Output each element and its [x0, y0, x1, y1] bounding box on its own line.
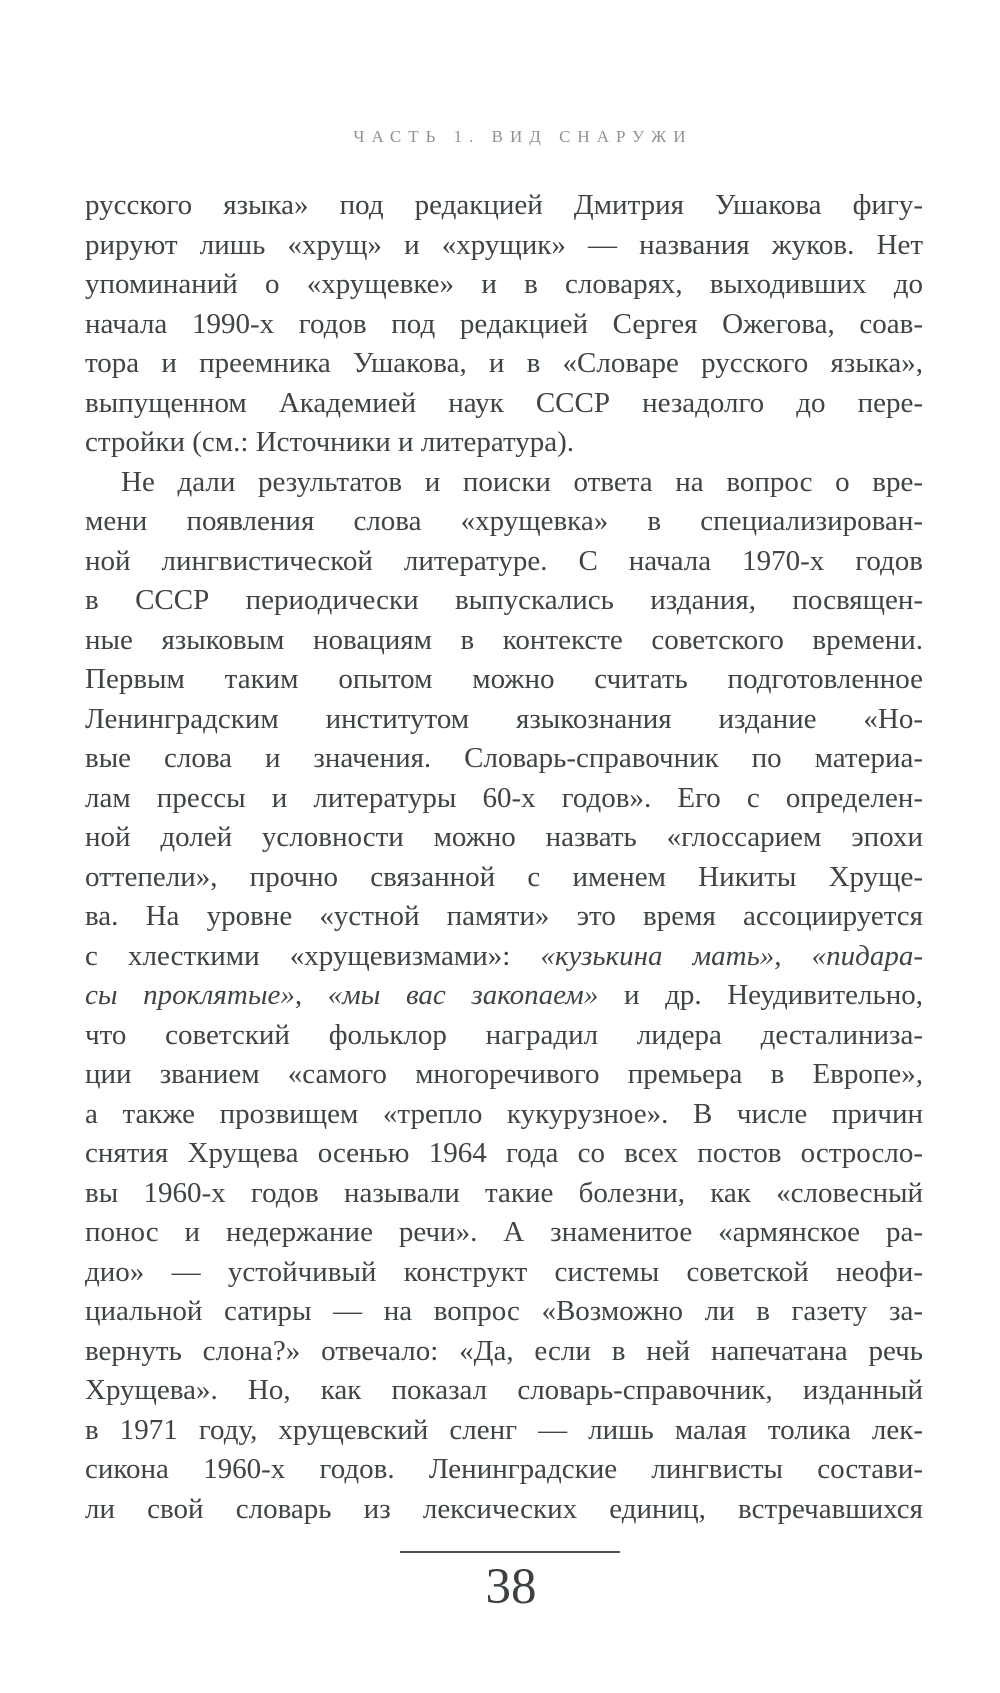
text-segment: ции званием «самого многоречивого премьера в Европе», — [85, 1058, 923, 1090]
text-line — [85, 1174, 923, 1214]
text-line — [85, 937, 923, 977]
text-line — [85, 1332, 923, 1372]
text-line — [85, 858, 923, 898]
body-text — [85, 186, 923, 1529]
text-segment: в СССР периодически выпускались издания, посвящен- — [85, 584, 923, 616]
text-segment: вернуть слона?» отвечало: «Да, если в ней напечатана речь — [85, 1334, 923, 1367]
text-line — [85, 1253, 923, 1293]
text-segment: сикона 1960-х годов. Ленинградские лингвисты состави- — [85, 1453, 923, 1485]
text-line — [85, 305, 923, 345]
running-head: ЧАСТЬ 1. ВИД СНАРУЖИ — [353, 127, 693, 146]
text-segment: снятия Хрущева осенью 1964 года со всех постов остросло- — [85, 1137, 923, 1169]
text-segment: ли свой словарь из лексических единиц, встречавшихся — [85, 1492, 923, 1525]
text-segment: мени появления слова «хрущевка» в специализирован- — [85, 505, 923, 537]
text-line — [85, 1371, 923, 1411]
text-segment: русского языка» под редакцией Дмитрия Ушакова фигу- — [85, 189, 923, 221]
text-line — [85, 1213, 923, 1253]
italic-text-segment: «кузькина мать», «пидара- — [540, 939, 923, 972]
text-line — [85, 779, 923, 819]
text-segment: стройки (см.: Источники и литература). — [85, 426, 575, 458]
text-segment: Ленинградским институтом языкознания издание «Но- — [85, 702, 923, 735]
text-segment: с хлесткими «хрущевизмами»: — [85, 939, 541, 972]
page-number: 38 — [485, 1559, 537, 1615]
text-line — [85, 1134, 923, 1174]
text-segment: ные языковым новациям в контексте советского времени. — [85, 623, 923, 656]
text-segment: ной лингвистической литературе. С начала 1970-х годов — [85, 544, 923, 577]
text-segment: дио» — устойчивый конструкт системы советской неофи- — [85, 1255, 923, 1288]
text-line — [85, 1411, 923, 1451]
text-segment: лам прессы и литературы 60-х годов». Его с определен- — [85, 781, 923, 814]
text-line — [85, 265, 923, 305]
text-line — [85, 1016, 923, 1056]
text-line — [85, 1055, 923, 1095]
text-segment: и др. Неудивительно, — [598, 979, 923, 1011]
text-line — [85, 581, 923, 621]
text-line — [85, 1450, 923, 1490]
text-segment: ной долей условности можно назвать «глоссарием эпохи — [85, 821, 923, 853]
text-segment: ва. На уровне «устной памяти» это время ассоциируется — [85, 900, 923, 932]
text-line — [85, 739, 923, 779]
text-line — [85, 344, 923, 384]
text-line — [85, 423, 923, 463]
text-segment: вы 1960-х годов называли такие болезни, как «словесный — [85, 1176, 923, 1209]
text-segment: Не дали результатов и поиски ответа на вопрос о вре- — [121, 465, 923, 498]
text-line — [85, 818, 923, 858]
text-segment: тора и преемника Ушакова, и в «Словаре русского языка», — [85, 347, 923, 379]
text-segment: выпущенном Академией наук СССР незадолго до пере- — [85, 386, 923, 419]
text-line — [85, 226, 923, 266]
italic-text-segment: сы проклятые», «мы вас закопаем» — [85, 979, 599, 1011]
text-segment: а также прозвищем «трепло кукурузное». В числе причин — [85, 1097, 923, 1130]
text-line — [85, 384, 923, 424]
text-segment: начала 1990-х годов под редакцией Сергея Ожегова, соав- — [85, 307, 923, 340]
text-segment: Хрущева». Но, как показал словарь-справочник, изданный — [85, 1374, 923, 1406]
text-segment: рируют лишь «хрущ» и «хрущик» — названия жуков. Нет — [85, 228, 923, 261]
footer-rule — [400, 1551, 620, 1553]
text-segment: Первым таким опытом можно считать подготовленное — [85, 663, 923, 695]
text-line — [85, 502, 923, 542]
text-segment: в 1971 году, хрущевский сленг — лишь малая толика лек- — [85, 1413, 923, 1446]
text-segment: вые слова и значения. Словарь-справочник по материа- — [85, 742, 923, 774]
text-segment: оттепели», прочно связанной с именем Никиты Хруще- — [85, 860, 923, 893]
text-line — [85, 186, 923, 226]
text-line — [85, 1292, 923, 1332]
text-line — [85, 897, 923, 937]
text-segment: упоминаний о «хрущевке» и в словарях, выходивших до — [85, 268, 923, 300]
text-line — [85, 463, 923, 503]
text-line — [85, 542, 923, 582]
text-line — [85, 1095, 923, 1135]
text-segment: циальной сатиры — на вопрос «Возможно ли в газету за- — [85, 1295, 923, 1327]
text-line — [85, 621, 923, 661]
text-line — [85, 700, 923, 740]
text-line — [85, 1490, 923, 1530]
text-line — [85, 976, 923, 1016]
text-segment: понос и недержание речи». А знаменитое «армянское ра- — [85, 1216, 923, 1248]
text-segment: что советский фольклор наградил лидера десталиниза- — [85, 1018, 923, 1051]
text-line — [85, 660, 923, 700]
